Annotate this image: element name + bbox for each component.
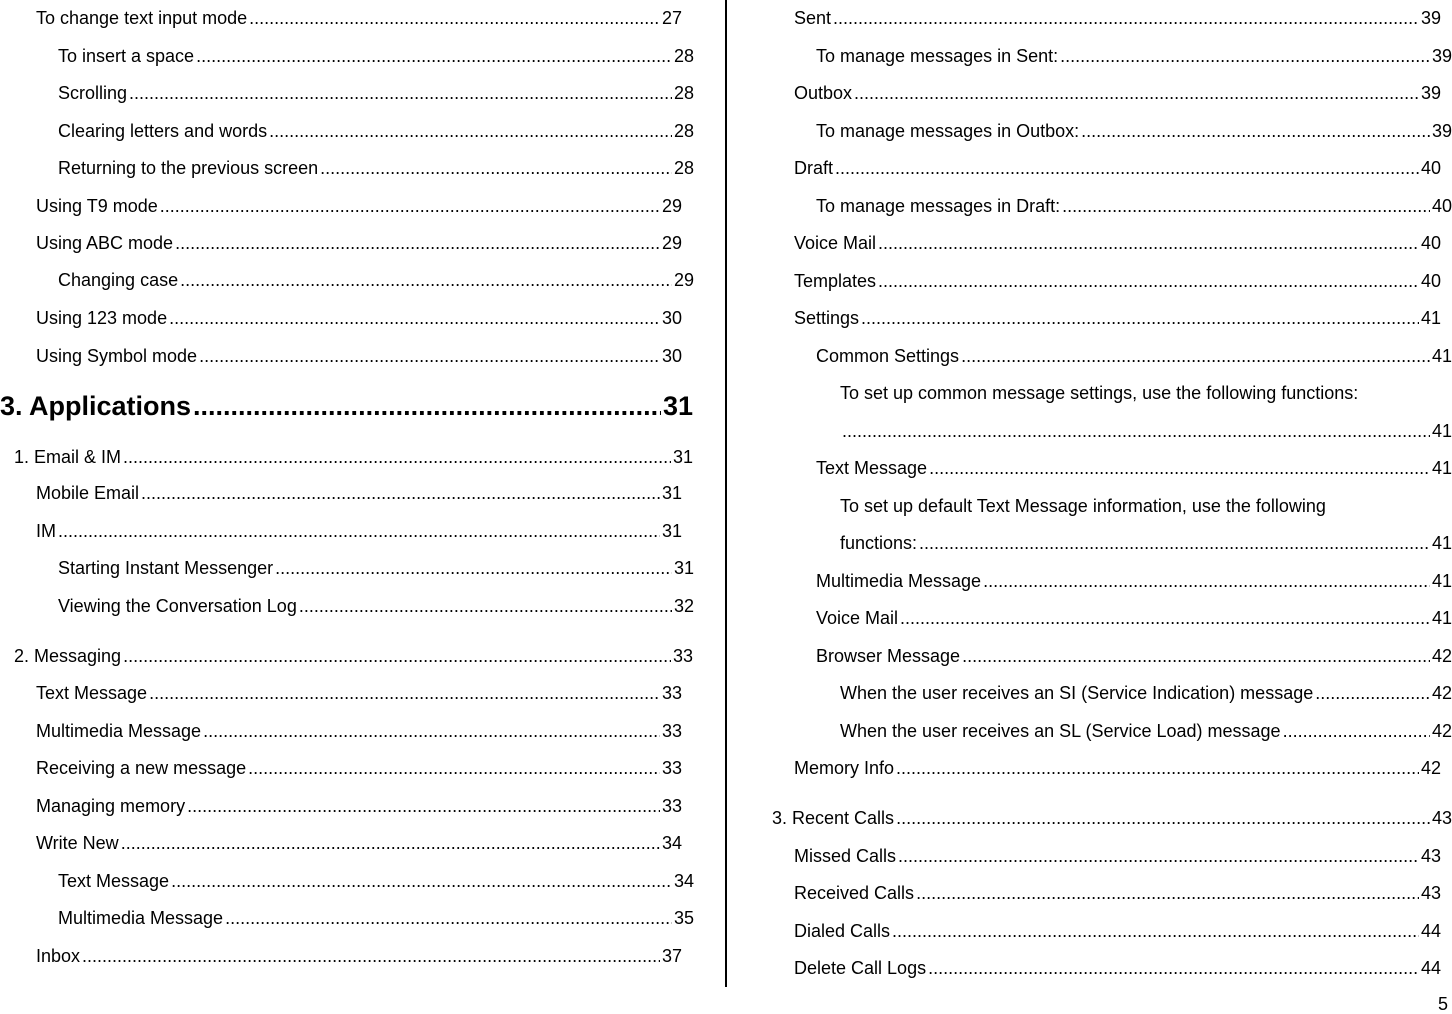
toc-entry-wrapped-text: To set up default Text Message information, use the following	[840, 496, 1326, 516]
dot-leader	[175, 232, 660, 254]
dot-leader	[187, 795, 660, 817]
toc-entry: To manage messages in Sent: ..... 39	[816, 45, 1452, 67]
dot-leader	[199, 345, 660, 367]
toc-entry: Multimedia Message ..... 33	[36, 720, 682, 742]
toc-entry: Received Calls ..... 43	[794, 882, 1441, 904]
page-number: 5	[1437, 994, 1448, 1014]
dot-leader	[248, 757, 660, 779]
dot-leader	[180, 269, 672, 291]
dot-leader	[58, 520, 660, 542]
toc-entry: 1. Email & IM ..... 31	[14, 446, 693, 468]
dot-leader	[929, 457, 1430, 479]
dot-leader	[160, 195, 660, 217]
dot-leader	[299, 595, 672, 617]
dot-leader	[861, 307, 1419, 329]
dot-leader	[916, 882, 1419, 904]
toc-entry: Mobile Email ..... 31	[36, 482, 682, 504]
dot-leader	[275, 557, 672, 579]
toc-entry: Managing memory ..... 33	[36, 795, 682, 817]
toc-entry: Memory Info ..... 42	[794, 757, 1441, 779]
dot-leader	[149, 682, 660, 704]
column-divider	[725, 0, 727, 987]
toc-entry: To change text input mode ..... 27	[36, 7, 682, 29]
toc-entry: Changing case ..... 29	[58, 269, 694, 291]
toc-entry: Draft ..... 40	[794, 157, 1441, 179]
dot-leader	[1062, 195, 1430, 217]
toc-entry: Outbox ..... 39	[794, 82, 1441, 104]
toc-entry: Using Symbol mode ..... 30	[36, 345, 682, 367]
toc-entry: Multimedia Message ..... 35	[58, 907, 694, 929]
toc-entry: To insert a space ..... 28	[58, 45, 694, 67]
dot-leader	[983, 570, 1430, 592]
dot-leader	[1081, 120, 1430, 142]
toc-entry: To manage messages in Draft: ..... 40	[816, 195, 1452, 217]
toc-entry: To manage messages in Outbox: ..... 39	[816, 120, 1452, 142]
dot-leader	[898, 845, 1419, 867]
toc-entry: Common Settings ..... 41	[816, 345, 1452, 367]
toc-entry: Viewing the Conversation Log ..... 32	[58, 595, 694, 617]
dot-leader	[129, 82, 672, 104]
toc-entry: Inbox ..... 37	[36, 945, 682, 967]
toc-entry: Receiving a new message ..... 33	[36, 757, 682, 779]
toc-entry-continuation: ..... 41	[840, 420, 1452, 442]
dot-leader	[835, 157, 1419, 179]
dot-leader	[896, 807, 1430, 829]
toc-entry: Write New ..... 34	[36, 832, 682, 854]
dot-leader	[878, 270, 1419, 292]
dot-leader	[842, 420, 1430, 442]
toc-chapter-heading: 3. Applications ..... 31	[0, 390, 693, 422]
toc-entry: When the user receives an SI (Service Indication) message ..... 42	[840, 682, 1452, 704]
toc-entry: Using ABC mode ..... 29	[36, 232, 682, 254]
dot-leader	[121, 832, 660, 854]
dot-leader	[1283, 720, 1430, 742]
toc-entry: Templates ..... 40	[794, 270, 1441, 292]
dot-leader	[171, 870, 672, 892]
toc-entry: Delete Call Logs ..... 44	[794, 957, 1441, 979]
dot-leader	[193, 390, 661, 422]
dot-leader	[878, 232, 1419, 254]
toc-entry: 2. Messaging ..... 33	[14, 645, 693, 667]
dot-leader	[269, 120, 672, 142]
toc-entry: IM ..... 31	[36, 520, 682, 542]
dot-leader	[962, 645, 1430, 667]
toc-entry: Text Message ..... 34	[58, 870, 694, 892]
dot-leader	[203, 720, 660, 742]
dot-leader	[249, 7, 660, 29]
toc-entry: Browser Message ..... 42	[816, 645, 1452, 667]
toc-entry: Text Message ..... 41	[816, 457, 1452, 479]
dot-leader	[225, 907, 672, 929]
dot-leader	[896, 757, 1419, 779]
dot-leader	[854, 82, 1419, 104]
toc-entry: Text Message ..... 33	[36, 682, 682, 704]
dot-leader	[196, 45, 672, 67]
toc-entry: Returning to the previous screen ..... 28	[58, 157, 694, 179]
toc-entry: Dialed Calls ..... 44	[794, 920, 1441, 942]
toc-entry: Voice Mail ..... 40	[794, 232, 1441, 254]
toc-entry: Starting Instant Messenger ..... 31	[58, 557, 694, 579]
toc-entry: Using 123 mode ..... 30	[36, 307, 682, 329]
toc-entry-continuation: functions: ..... 41	[840, 532, 1452, 554]
dot-leader	[123, 446, 671, 468]
toc-entry-wrapped-text: To set up common message settings, use the following functions:	[840, 383, 1359, 403]
dot-leader	[928, 957, 1419, 979]
toc-entry: Scrolling ..... 28	[58, 82, 694, 104]
dot-leader	[919, 532, 1430, 554]
dot-leader	[123, 645, 671, 667]
toc-entry: Missed Calls ..... 43	[794, 845, 1441, 867]
dot-leader	[833, 7, 1419, 29]
dot-leader	[169, 307, 660, 329]
dot-leader	[141, 482, 660, 504]
dot-leader	[892, 920, 1419, 942]
toc-entry: When the user receives an SL (Service Load) message ..... 42	[840, 720, 1452, 742]
dot-leader	[1315, 682, 1430, 704]
dot-leader	[900, 607, 1430, 629]
dot-leader	[320, 157, 672, 179]
dot-leader	[82, 945, 660, 967]
toc-entry: Using T9 mode ..... 29	[36, 195, 682, 217]
toc-entry: Settings ..... 41	[794, 307, 1441, 329]
toc-entry: Multimedia Message ..... 41	[816, 570, 1452, 592]
dot-leader	[961, 345, 1430, 367]
toc-entry: Sent ..... 39	[794, 7, 1441, 29]
dot-leader	[1060, 45, 1430, 67]
toc-entry: Voice Mail ..... 41	[816, 607, 1452, 629]
toc-entry: 3. Recent Calls ..... 43	[772, 807, 1452, 829]
toc-entry: Clearing letters and words ..... 28	[58, 120, 694, 142]
